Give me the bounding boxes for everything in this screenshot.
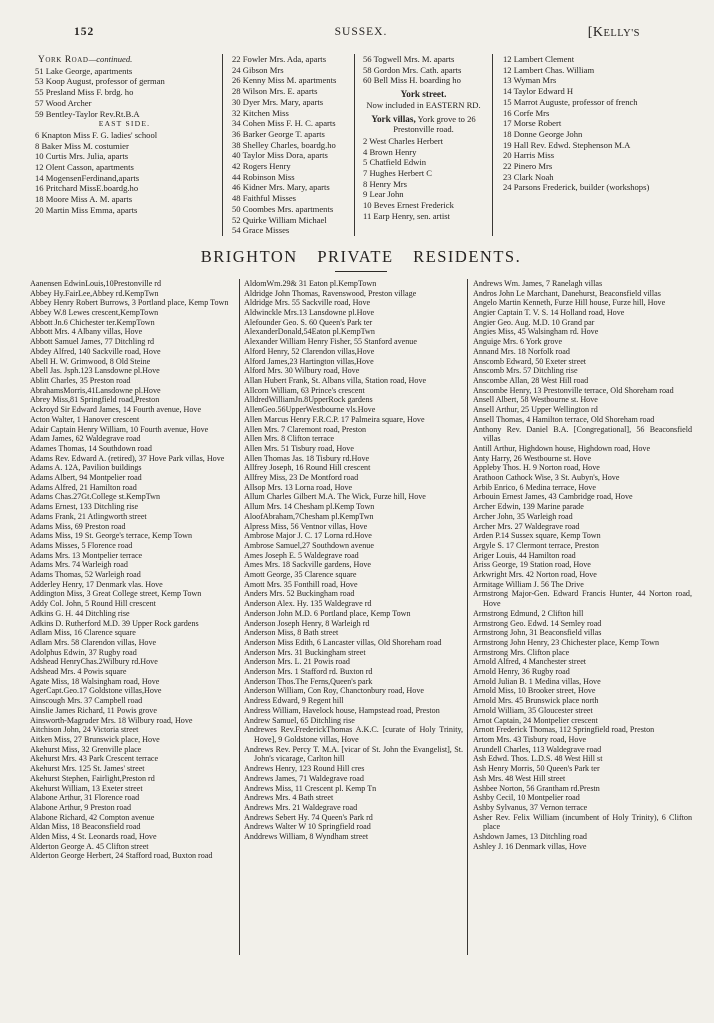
directory-entry: Arnold Miss, 10 Brooker street, Hove bbox=[473, 686, 596, 696]
directory-entry: Abell H. W. Grimwood, 8 Old Steine bbox=[30, 356, 151, 366]
directory-entry: Abrey Miss,81 Springfield road,Preston bbox=[30, 395, 160, 405]
directory-entry: Adkins D. Rutherford M.D. 39 Upper Rock gardens bbox=[30, 618, 199, 628]
directory-entry: Aitken Miss, 27 Brunswick place, Hove bbox=[30, 735, 160, 744]
directory-entry: Anscomb Edward, 50 Exeter street bbox=[473, 356, 587, 366]
directory-entry: Armitage William J. 56 The Drive bbox=[473, 579, 584, 589]
directory-entry: Andrews Mrs. 4 Bath street bbox=[244, 793, 334, 803]
directory-entry: 12 Olent Casson, apartments bbox=[35, 162, 134, 173]
directory-entry: Allsop Mrs. 13 Lorna road, Hove bbox=[244, 482, 353, 492]
directory-entry: Aldwinckle Mrs.13 Lansdowne pl.Hove bbox=[244, 308, 375, 318]
directory-entry: Ambrose Samuel,27 Southdown avenue bbox=[244, 540, 374, 550]
directory-entry: Alderton George A. 45 Clifton street bbox=[30, 841, 149, 851]
directory-entry: 15 Marrot Auguste, professor of french bbox=[503, 96, 638, 107]
directory-entry: Andrews Henry, 123 Round Hill cres bbox=[244, 764, 365, 774]
directory-entry: 23 Clark Noah bbox=[503, 171, 554, 182]
directory-entry: 16 Pritchard MissE.boardg.ho bbox=[35, 183, 139, 194]
directory-entry: Abbott Samuel James, 77 Ditchling rd bbox=[30, 337, 155, 347]
directory-entry: Alford Henry, 52 Clarendon villas,Hove bbox=[244, 346, 375, 356]
directory-entry: 8 Henry Mrs bbox=[363, 178, 407, 189]
publisher-mark: [KELLY'S bbox=[587, 25, 640, 40]
directory-entry: 11 Earp Henry, sen. artist bbox=[363, 210, 450, 221]
directory-entry: Arundell Charles, 113 Waldegrave road bbox=[473, 744, 602, 754]
directory-entry: Allum Charles Gilbert M.A. The Wick, Furze hill, Hove bbox=[244, 492, 426, 502]
directory-entry: Akehurst William, 13 Exeter street bbox=[30, 783, 143, 793]
directory-entry: Adams A. 12A, Pavilion buildings bbox=[30, 463, 142, 473]
directory-entry: Andrews Walter W 10 Springfield road bbox=[244, 822, 371, 832]
directory-entry: Abell Jas. Jsph.123 Lansdowne pl.Hove bbox=[30, 366, 160, 376]
directory-entry: Ainslie James Richard, 11 Powis grove bbox=[30, 705, 157, 715]
directory-entry: 19 Hall Rev. Edwd. Stephenson M.A bbox=[503, 139, 631, 150]
directory-entry: Akehurst Miss, 32 Grenville place bbox=[30, 744, 142, 754]
directory-entry: Ashby Cecil, 10 Montpelier road bbox=[473, 793, 580, 803]
directory-entry: Adams Chas.27Gt.College st.KempTwn bbox=[30, 492, 161, 502]
directory-entry: Ashdown James, 13 Ditchling road bbox=[473, 832, 587, 842]
directory-entry: Alexander William Henry Fisher, 55 Stanford avenue bbox=[244, 337, 417, 347]
directory-entry: Arbib Enrico, 6 Medina terrace, Hove bbox=[473, 482, 596, 492]
street-note: Now included in EASTERN RD. bbox=[366, 100, 481, 111]
directory-entry: Appleby Thos. H. 9 Norton road, Hove bbox=[473, 463, 600, 473]
directory-entry: Amott Mrs. 35 Fonthill road, Hove bbox=[244, 579, 358, 589]
directory-entry: Angier Captain T. V. S. 14 Holland road, Hove bbox=[473, 308, 625, 318]
directory-entry: Andress Edward, 9 Regent hill bbox=[244, 696, 344, 706]
directory-entry: Ames Mrs. 18 Sackville gardens, Hove bbox=[244, 560, 372, 570]
directory-entry: Agate Miss, 18 Walsingham road, Hove bbox=[30, 676, 160, 686]
directory-entry: Arnot Captain, 24 Montpelier crescent bbox=[473, 715, 598, 725]
directory-entry: Adlam Miss, 16 Clarence square bbox=[30, 628, 136, 638]
directory-entry: 32 Kitchen Miss bbox=[232, 107, 289, 118]
directory-entry: Alford Mrs. 30 Wilbury road, Hove bbox=[244, 366, 360, 376]
directory-entry: 2 West Charles Herbert bbox=[363, 135, 444, 146]
directory-entry: 34 Cohen Miss F. H. C. aparts bbox=[232, 118, 336, 129]
directory-entry: Argyle S. 17 Clermont terrace, Preston bbox=[473, 540, 599, 550]
residents-column-3 bbox=[467, 279, 692, 955]
directory-entry: 13 Wyman Mrs bbox=[503, 75, 557, 86]
directory-entry: AbrahamsMorris,41Lansdowne pl.Hove bbox=[30, 385, 161, 395]
directory-entry: Arden P.14 Sussex square, Kemp Town bbox=[473, 531, 601, 541]
directory-entry: Ash Edwd. Thos. L.D.S. 48 West Hill st bbox=[473, 754, 603, 764]
directory-entry: 59 Bentley-Taylor Rev.Rt.B.A bbox=[35, 108, 140, 119]
directory-entry: Angies Miss, 45 Walsingham rd. Hove bbox=[473, 327, 599, 337]
directory-entry: Alefounder Geo. S. 60 Queen's Park ter bbox=[244, 317, 373, 327]
directory-entry: Alford James,23 Hartington villas,Hove bbox=[244, 356, 374, 366]
directory-entry: 22 Pinero Mrs bbox=[503, 161, 553, 172]
directory-entry: Anders Mrs. 52 Buckingham road bbox=[244, 589, 355, 599]
directory-entry: Adams Ernest, 133 Ditchling rise bbox=[30, 502, 139, 512]
county-title: SUSSEX. bbox=[334, 26, 388, 38]
directory-entry: Ariger Louis, 44 Hamilton road bbox=[473, 550, 576, 560]
directory-entry: Adams Albert, 94 Montpelier road bbox=[30, 473, 142, 483]
directory-entry: 57 Wood Archer bbox=[35, 97, 92, 108]
directory-entry: Anty Harry, 26 Westbourne st. Hove bbox=[473, 453, 592, 463]
directory-entry: Abbey Hy.FairLee,Abbey rd.KempTwn bbox=[30, 288, 159, 298]
directory-entry: Adam James, 62 Waldegrave road bbox=[30, 434, 141, 444]
top-column-1 bbox=[30, 54, 222, 236]
directory-entry: Andrewes Rev.FrederickThomas A.K.C. [curate of Holy Trinity, Hove], 9 Goldstone villas, Hove bbox=[244, 725, 463, 744]
directory-entry: 53 Koop August, professor of german bbox=[35, 76, 165, 87]
directory-entry: AlldredWilliamJn.8UpperRock gardens bbox=[244, 395, 373, 405]
directory-entry: Arnold Mrs. 45 Brunswick place north bbox=[473, 696, 599, 706]
directory-entry: Armstrong Major-Gen. Edward Francis Hunter, 44 Norton road, Hove bbox=[473, 589, 692, 609]
directory-entry: Ashby Sylvanus, 37 Vernon terrace bbox=[473, 802, 588, 812]
directory-entry: 14 Taylor Edward H bbox=[503, 86, 574, 97]
directory-entry: AgerCapt.Geo.17 Goldstone villas,Hove bbox=[30, 686, 162, 696]
directory-entry: Arkwright Mrs. 42 Norton road, Hove bbox=[473, 570, 597, 580]
directory-entry: Angelo Martin Kenneth, Furze Hill house, Furze hill, Hove bbox=[473, 298, 666, 308]
directory-entry: Addy Col. John, 5 Round Hill crescent bbox=[30, 599, 156, 609]
directory-entry: Akehurst Mrs. 43 Park Crescent terrace bbox=[30, 754, 159, 764]
directory-entry: Ariss George, 19 Station road, Hove bbox=[473, 560, 591, 570]
directory-entry: Abdey Alfred, 140 Sackville road, Hove bbox=[30, 346, 161, 356]
directory-entry: Arnold William, 35 Gloucester street bbox=[473, 705, 593, 715]
directory-entry: Aldan Miss, 18 Beaconsfield road bbox=[30, 822, 141, 832]
directory-entry: 24 Gibson Mrs bbox=[232, 64, 284, 75]
directory-entry: Amott George, 35 Clarence square bbox=[244, 570, 357, 580]
directory-entry: Arnott Frederick Thomas, 112 Springfield road, Preston bbox=[473, 725, 655, 735]
directory-entry: Andrews Sebert Hy. 74 Queen's Park rd bbox=[244, 812, 373, 822]
section-title: BRIGHTON PRIVATE RESIDENTS. bbox=[200, 246, 522, 266]
directory-entry: Armstrong Edmund, 2 Clifton hill bbox=[473, 608, 584, 618]
directory-entry: Alpress Miss, 56 Ventnor villas, Hove bbox=[244, 521, 368, 531]
directory-entry: Ash Mrs. 48 West Hill street bbox=[473, 773, 566, 783]
directory-entry: Anscombe Henry, 13 Prestonville terrace, Old Shoreham road bbox=[473, 385, 674, 395]
heading-rule bbox=[335, 271, 387, 272]
directory-entry: Alabone Arthur, 31 Florence road bbox=[30, 793, 140, 803]
directory-entry: 20 Harris Miss bbox=[503, 150, 555, 161]
york-road-section bbox=[30, 54, 692, 236]
directory-entry: Anderson John M.D. 6 Portland place, Kemp Town bbox=[244, 608, 411, 618]
directory-entry: Adshead Mrs. 4 Powis square bbox=[30, 667, 127, 677]
directory-entry: Andrews Mrs. 21 Waldegrave road bbox=[244, 802, 358, 812]
directory-entry: Adderley Henry, 17 Denmark vlas. Hove bbox=[30, 579, 163, 589]
directory-entry: Andrews Miss, 11 Crescent pl. Kemp Tn bbox=[244, 783, 377, 793]
directory-entry: 20 Martin Miss Emma, aparts bbox=[35, 204, 138, 215]
directory-entry: Adshead HenryChas.2Wilbury rd.Hove bbox=[30, 657, 158, 667]
directory-entry: Anderson Miss, 8 Bath street bbox=[244, 628, 339, 638]
directory-entry: AloofAbraham,7Chesham pl.KempTwn bbox=[244, 511, 374, 521]
directory-entry: Akehurst Stephen, Fairlight,Preston rd bbox=[30, 773, 155, 783]
top-column-4 bbox=[492, 54, 692, 236]
directory-entry: 60 Bell Miss H. boarding ho bbox=[363, 75, 461, 86]
directory-entry: Anddrews William, 8 Wyndham street bbox=[244, 832, 369, 842]
directory-entry: Ablitt Charles, 35 Preston road bbox=[30, 375, 131, 385]
top-column-3 bbox=[354, 54, 492, 236]
directory-entry: Artom Mrs. 43 Tisbury road, Hove bbox=[473, 735, 587, 744]
directory-entry: Anderson Alex. Hy. 135 Waldegrave rd bbox=[244, 599, 372, 609]
directory-entry: Ambrose Major J. C. 17 Lorna rd.Hove bbox=[244, 531, 372, 541]
directory-entry: Akehurst Mrs. 125 St. James' street bbox=[30, 764, 145, 774]
directory-entry: 4 Brown Henry bbox=[363, 146, 417, 157]
directory-entry: Aldridge Mrs. 55 Sackville road, Hove bbox=[244, 298, 371, 308]
street-continued-heading: York Road—continued. bbox=[38, 54, 133, 65]
directory-entry: 30 Dyer Mrs. Mary, aparts bbox=[232, 96, 324, 107]
directory-entry: Adams Thomas, 52 Warleigh road bbox=[30, 570, 141, 580]
directory-entry: 22 Fowler Mrs. Ada, aparts bbox=[232, 54, 327, 64]
directory-entry: 52 Quirke William Michael bbox=[232, 214, 327, 225]
directory-entry: 36 Barker George T. aparts bbox=[232, 128, 325, 139]
directory-entry: Ainscough Mrs. 37 Campbell road bbox=[30, 696, 143, 706]
directory-entry: 56 Togwell Mrs. M. aparts bbox=[363, 54, 455, 64]
directory-entry: 42 Rogers Henry bbox=[232, 161, 291, 172]
directory-entry: Adams Miss, 69 Preston road bbox=[30, 521, 126, 531]
directory-entry: 28 Wilson Mrs. E. aparts bbox=[232, 86, 318, 97]
directory-entry: Anderson Thos.The Ferns,Queen's park bbox=[244, 676, 373, 686]
directory-entry: 10 Curtis Mrs. Julia, aparts bbox=[35, 151, 129, 162]
directory-entry: Ackroyd Sir Edward James, 14 Fourth avenue, Hove bbox=[30, 405, 202, 415]
directory-entry: Andrew Samuel, 65 Ditchling rise bbox=[244, 715, 355, 725]
directory-entry: Asher Rev. Felix William (incumbent of Holy Trinity), 6 Clifton place bbox=[473, 812, 692, 832]
directory-entry: Ashbee Norton, 56 Grantham rd.Prestn bbox=[473, 783, 600, 793]
directory-entry: Allfrey Joseph, 16 Round Hill crescent bbox=[244, 463, 371, 473]
directory-entry: Adams Rev. Edward A. (retired), 37 Hove Park villas, Hove bbox=[30, 453, 225, 463]
directory-entry: Andrews Wm. James, 7 Ranelagh villas bbox=[473, 278, 603, 288]
directory-entry: AllenGeo.56UpperWestbourne vls.Hove bbox=[244, 405, 376, 415]
directory-entry: Addington Miss, 3 Great College street, Kemp Town bbox=[30, 589, 202, 599]
directory-entry: Allan Hubert Frank, St. Albans villa, Station road, Hove bbox=[244, 375, 427, 385]
directory-entry: Ansell Arthur, 25 Upper Wellington rd bbox=[473, 405, 598, 415]
directory-entry: Alden Miss, 4 St. Leonards road, Hove bbox=[30, 832, 157, 842]
directory-entry: Adams Miss, 19 St. George's terrace, Kemp Town bbox=[30, 531, 192, 541]
street-heading: York villas, York grove to 26 Prestonville road. bbox=[371, 113, 476, 135]
directory-entry: Anderson Mrs. 31 Buckingham street bbox=[244, 647, 366, 657]
directory-entry: Archer Edwin, 139 Marine parade bbox=[473, 502, 584, 512]
page-header bbox=[30, 26, 692, 44]
directory-entry: Armstrong John, 31 Beaconsfield villas bbox=[473, 628, 602, 638]
directory-entry: 50 Coombes Mrs. apartments bbox=[232, 203, 334, 214]
directory-entry: Ansell Thomas, 4 Hamilton terrace, Old Shoreham road bbox=[473, 414, 655, 424]
directory-entry: Anderson Miss Edith, 6 Lancaster villas, Old Shoreham road bbox=[244, 637, 442, 647]
directory-entry: Armstrong Geo. Edwd. 14 Semley road bbox=[473, 618, 602, 628]
directory-entry: Antill Arthur, Highdown house, Highdown road, Hove bbox=[473, 443, 651, 453]
directory-entry: Arbouin Ernest James, 43 Cambridge road, Hove bbox=[473, 492, 633, 502]
residents-column-2 bbox=[239, 279, 467, 955]
directory-entry: 17 Morse Robert bbox=[503, 118, 562, 129]
page-number: 152 bbox=[74, 26, 95, 38]
directory-entry: Adames Thomas, 14 Southdown road bbox=[30, 443, 152, 453]
directory-entry: 10 Beves Ernest Frederick bbox=[363, 200, 454, 211]
directory-entry: Anscombe Allan, 28 West Hill road bbox=[473, 375, 589, 385]
directory-entry: 18 Moore Miss A. M. aparts bbox=[35, 194, 133, 205]
directory-entry: Archer John, 35 Warleigh road bbox=[473, 511, 573, 521]
directory-entry: Anderson Mrs. 1 Stafford rd. Buxton rd bbox=[244, 667, 373, 677]
directory-entry: Allcorn William, 63 Prince's crescent bbox=[244, 385, 365, 395]
directory-entry: Arathoon Cathock Wise, 3 St. Aubyn's, Hove bbox=[473, 473, 620, 483]
directory-entry: 6 Knapton Miss F. G. ladies' school bbox=[35, 129, 158, 140]
directory-entry: Alabone Richard, 42 Compton avenue bbox=[30, 812, 155, 822]
directory-entry: Andros John Le Marchant, Danehurst, Beaconsfield villas bbox=[473, 288, 661, 298]
directory-entry: Anscomb Mrs. 57 Ditchling rise bbox=[473, 366, 578, 376]
directory-entry: Abbott Mrs. 4 Albany villas, Hove bbox=[30, 327, 143, 337]
directory-entry: Abbey Henry Robert Burrows, 3 Portland place, Kemp Town bbox=[30, 298, 229, 308]
directory-entry: Allen Thomas Jas. 18 Tisbury rd.Hove bbox=[244, 453, 370, 463]
directory-entry: Anguige Mrs. 6 York grove bbox=[473, 337, 563, 347]
directory-entry: Adair Captain Henry William, 10 Fourth avenue, Hove bbox=[30, 424, 209, 434]
directory-entry: 38 Shelley Charles, boardg.ho bbox=[232, 139, 336, 150]
directory-entry: AlexanderDonald,54Eaton pl.KempTwn bbox=[244, 327, 375, 337]
side-label: EAST SIDE. bbox=[98, 119, 151, 129]
directory-entry: 48 Faithful Misses bbox=[232, 193, 296, 204]
directory-entry: 16 Corfe Mrs bbox=[503, 107, 550, 118]
directory-entry: Annand Mrs. 18 Norfolk road bbox=[473, 346, 570, 356]
directory-entry: Adlam Mrs. 58 Clarendon villas, Hove bbox=[30, 637, 157, 647]
directory-entry: 14 MogensenFerdinand,aparts bbox=[35, 172, 140, 183]
directory-entry: 51 Lake George, apartments bbox=[35, 65, 133, 76]
directory-entry: Armstrong Mrs. Clifton place bbox=[473, 647, 570, 657]
directory-entry: 58 Gordon Mrs. Cath. aparts bbox=[363, 64, 462, 75]
directory-entry: Allum Mrs. 14 Chesham pl.Kemp Town bbox=[244, 502, 375, 512]
directory-entry: 55 Presland Miss F. brdg. ho bbox=[35, 87, 134, 98]
directory-entry: Adams Misses, 5 Florence road bbox=[30, 540, 133, 550]
directory-entry: Ainsworth-Magruder Mrs. 18 Wilbury road, Hove bbox=[30, 715, 193, 725]
directory-entry: Arnold Henry, 36 Rugby road bbox=[473, 667, 570, 677]
directory-entry: 54 Grace Misses bbox=[232, 225, 290, 236]
directory-entry: 46 Kidner Mrs. Mary, aparts bbox=[232, 182, 330, 193]
directory-entry: Acton Walter, 1 Hanover crescent bbox=[30, 414, 140, 424]
directory-entry: 44 Robinson Miss bbox=[232, 171, 295, 182]
directory-entry: Andress William, Havelock house, Hampstead road, Preston bbox=[244, 705, 440, 715]
directory-entry: Aldridge John Thomas, Ravenswood, Preston village bbox=[244, 288, 417, 298]
directory-entry: Adams Mrs. 13 Montpelier terrace bbox=[30, 550, 143, 560]
directory-entry: Adams Frank, 21 Atlingworth street bbox=[30, 511, 147, 521]
directory-entry: Adolphus Edwin, 37 Rugby road bbox=[30, 647, 137, 657]
directory-entry: 12 Lambert Clement bbox=[503, 54, 575, 64]
directory-entry: 9 Lear John bbox=[363, 189, 404, 200]
directory-entry: Adkins G. H. 44 Ditchling rise bbox=[30, 608, 130, 618]
directory-entry: 24 Parsons Frederick, builder (workshops) bbox=[503, 182, 650, 193]
directory-entry: Allfrey Miss, 23 De Montford road bbox=[244, 473, 359, 483]
directory-entry: Abbey W.8 Lewes crescent,KempTown bbox=[30, 308, 159, 318]
directory-entry: Andrews James, 71 Waldegrave road bbox=[244, 773, 364, 783]
residents-section bbox=[30, 279, 692, 955]
directory-entry: 7 Hughes Herbert C bbox=[363, 168, 432, 179]
directory-entry: Arnold Alfred, 4 Manchester street bbox=[473, 657, 587, 667]
directory-entry: Adams Alfred, 21 Hamilton road bbox=[30, 482, 137, 492]
directory-entry: Alabone Arthur, 9 Preston road bbox=[30, 802, 132, 812]
directory-entry: Armstrong John Henry, 23 Chichester place, Kemp Town bbox=[473, 637, 660, 647]
directory-entry: Aitchison John, 24 Victoria street bbox=[30, 725, 139, 735]
directory-entry: 8 Baker Miss M. costumier bbox=[35, 140, 129, 151]
residents-column-1 bbox=[30, 279, 239, 955]
directory-entry: Arnold Julian B. 1 Medina villas, Hove bbox=[473, 676, 601, 686]
directory-entry: Anderson Joseph Henry, 8 Warleigh rd bbox=[244, 618, 370, 628]
directory-entry: Ashley J. 16 Denmark villas, Hove bbox=[473, 841, 587, 851]
directory-entry: Allen Mrs. 7 Claremont road, Preston bbox=[244, 424, 367, 434]
directory-entry: Ash Henry Morris, 50 Queen's Park ter bbox=[473, 764, 600, 774]
directory-entry: Andrews Rev. Percy T. M.A. [vicar of St. John the Evangelist], St. John's vicarage, Carlton hill bbox=[244, 744, 463, 764]
directory-entry: Ames Joseph E. 5 Waldegrave road bbox=[244, 550, 359, 560]
directory-entry: Angier Geo. Aug. M.D. 10 Grand par bbox=[473, 317, 595, 327]
directory-entry: Aanensen EdwinLouis,10Prestonville rd bbox=[30, 278, 162, 288]
directory-entry: Adams Mrs. 74 Warleigh road bbox=[30, 560, 128, 570]
directory-entry: Anthony Rev. Daniel B.A. [Congregational], 56 Beaconsfield villas bbox=[473, 424, 692, 444]
directory-entry: Archer Mrs. 27 Waldegrave road bbox=[473, 521, 580, 531]
directory-entry: Alderton George Herbert, 24 Stafford road, Buxton road bbox=[30, 851, 213, 861]
directory-entry: 12 Lambert Chas. William bbox=[503, 64, 595, 75]
directory-entry: 18 Donne George John bbox=[503, 128, 583, 139]
top-column-2 bbox=[222, 54, 354, 236]
directory-entry: Anderson Mrs. L. 21 Powis road bbox=[244, 657, 350, 667]
directory-entry: Allen Marcus Henry F.R.C.P. 17 Palmeira square, Hove bbox=[244, 414, 425, 424]
street-heading: York street. bbox=[400, 88, 447, 99]
directory-entry: 26 Kenny Miss M. apartments bbox=[232, 75, 337, 86]
directory-entry: 40 Taylor Miss Dora, aparts bbox=[232, 150, 328, 161]
directory-entry: Ansell Albert, 58 Westbourne st. Hove bbox=[473, 395, 598, 405]
directory-entry: 5 Chatfield Edwin bbox=[363, 157, 427, 168]
directory-entry: Abbott Jn.6 Chichester ter.KempTown bbox=[30, 317, 155, 327]
directory-entry: Allen Mrs. 8 Clifton terrace bbox=[244, 434, 335, 444]
directory-entry: Anderson William, Con Roy, Chanctonbury road, Hove bbox=[244, 686, 424, 696]
directory-entry: Allen Mrs. 51 Tisbury road, Hove bbox=[244, 443, 354, 453]
directory-entry: AldomWm.29& 31 Eaton pl.KempTown bbox=[244, 278, 377, 288]
